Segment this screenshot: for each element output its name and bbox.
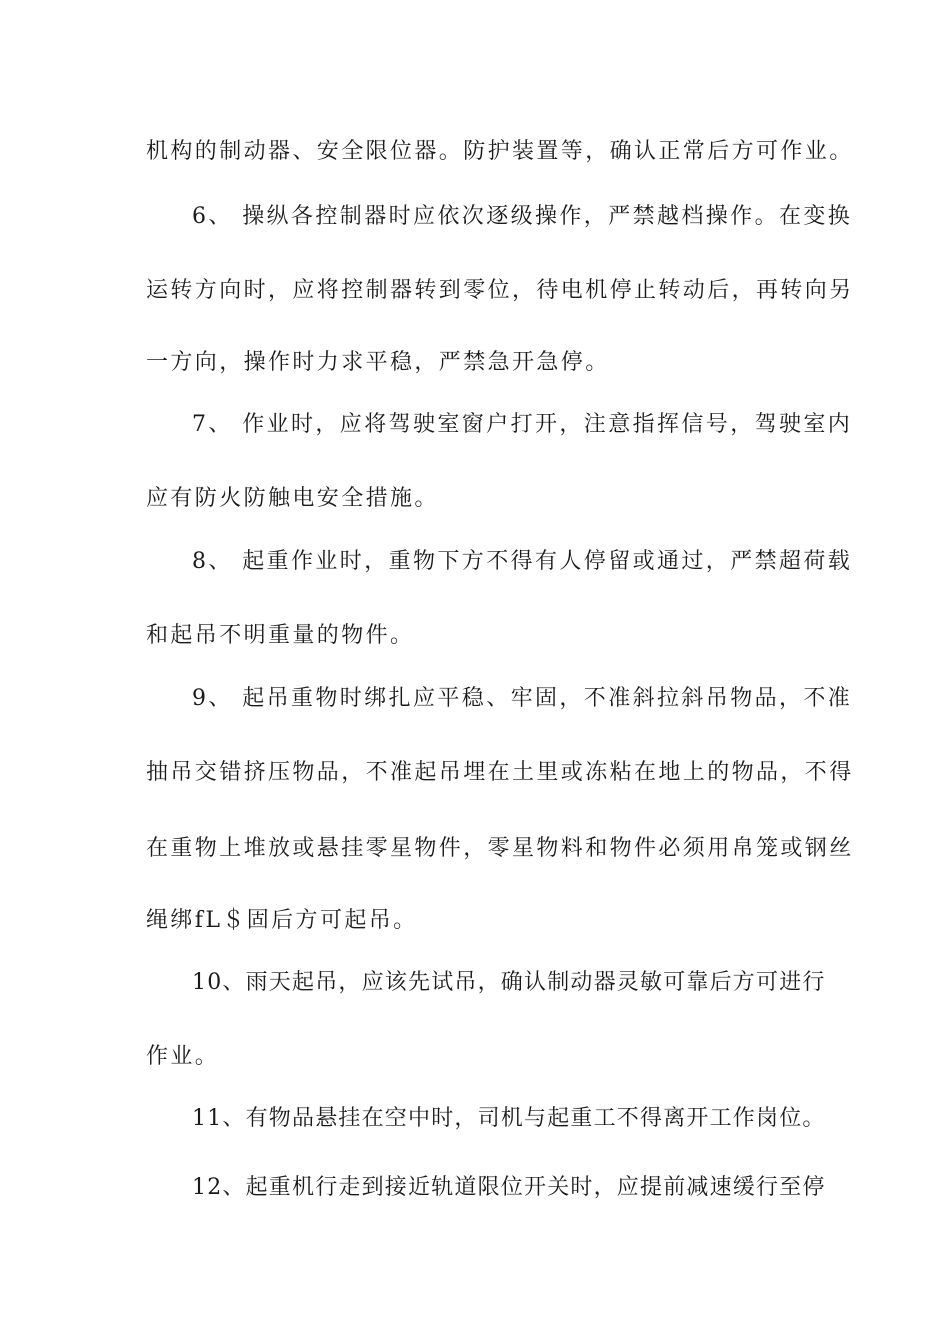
text-line-15: 11、有物品悬挂在空中时，司机与起重工不得离开工作岗位。 xyxy=(192,1106,826,1131)
text-line-10: 抽吊交错挤压物品，不准起吊埋在土里或冻粘在地上的物品，不得 xyxy=(146,760,854,785)
text-line-12: 绳绑fL＄固后方可起吊。 xyxy=(146,908,418,933)
text-line-2: 6、 操纵各控制器时应依次逐级操作，严禁越档操作。在变换 xyxy=(192,204,853,229)
text-line-5: 7、 作业时，应将驾驶室窗户打开，注意指挥信号，驾驶室内 xyxy=(192,412,853,437)
text-line-16: 12、起重机行走到接近轨道限位开关时，应提前减速缓行至停 xyxy=(192,1175,826,1200)
text-line-7: 8、 起重作业时，重物下方不得有人停留或通过，严禁超荷载 xyxy=(192,549,853,574)
text-line-4: 一方向，操作时力求平稳，严禁急开急停。 xyxy=(146,350,610,375)
text-line-13: 10、雨天起吊，应该先试吊，确认制动器灵敏可靠后方可进行 xyxy=(192,970,826,995)
text-line-3: 运转方向时，应将控制器转到零位，待电机停止转动后，再转向另 xyxy=(146,278,854,303)
text-line-8: 和起吊不明重量的物件。 xyxy=(146,623,415,648)
text-line-1: 机构的制动器、安全限位器。防护装置等，确认正常后方可作业。 xyxy=(146,139,854,164)
text-line-11: 在重物上堆放或悬挂零星物件，零星物料和物件必须用帛笼或钢丝 xyxy=(146,836,854,861)
text-line-9: 9、 起吊重物时绑扎应平稳、牢固，不准斜拉斜吊物品，不准 xyxy=(192,686,853,711)
text-line-14: 作业。 xyxy=(146,1044,220,1069)
text-line-6: 应有防火防触电安全措施。 xyxy=(146,486,439,511)
